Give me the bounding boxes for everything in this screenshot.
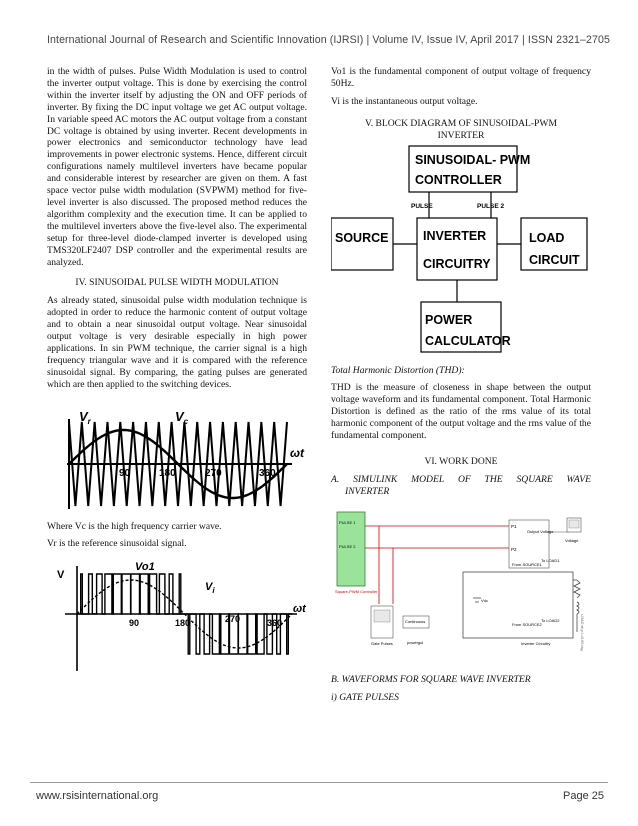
sim-pulse2: PULSE 2 (339, 543, 356, 549)
right-column (331, 66, 591, 710)
sim-powergui: powergui (407, 639, 424, 645)
wt-label: ωt (293, 603, 306, 616)
tick-180: 180 (159, 467, 176, 479)
vc-sub: c (183, 416, 189, 426)
sim-fromsrc2: From SOURCE2 (512, 621, 542, 627)
controller-label-2: CONTROLLER (415, 172, 502, 187)
vi-label: V (205, 581, 213, 594)
journal-header: International Journal of Research and Scientific Innovation (IJRSI) | Volume IV, Issue IV, April 2017 | ISSN 2321–2705 (46, 34, 610, 46)
tick-90: 90 (119, 467, 131, 479)
sim-pulse1: PULSE 1 (339, 519, 356, 525)
page-number: Page 25 (563, 790, 604, 802)
vc-label: V (175, 408, 184, 424)
tick-270: 270 (205, 467, 222, 479)
power-label-1: POWER (425, 312, 473, 327)
svg-text:Vc (175, 409, 189, 426)
v-label: V (57, 569, 65, 582)
sim-cont: Continuous (405, 618, 426, 624)
sim-load: LOAD at p.f.=0.85 lag (580, 613, 584, 651)
vo1-label: Vo1 (135, 561, 155, 574)
load-label-1: LOAD (529, 230, 565, 245)
word: A. (331, 473, 340, 485)
subsection-a-heading (331, 474, 591, 486)
tick-360: 360 (259, 467, 276, 479)
wt-label: ωt (290, 445, 305, 460)
subsection-bi-heading: i) GATE PULSES (331, 691, 399, 703)
subsection-b-heading: B. WAVEFORMS FOR SQUARE WAVE INVERTER (331, 673, 531, 685)
controller-label-1: SINUSOIDAL- PWM (415, 152, 531, 167)
word: OF (457, 473, 471, 485)
vr-sub: r (87, 416, 91, 426)
left-column (47, 66, 307, 676)
word: WAVE (566, 473, 591, 485)
inverter-label-2: CIRCUITRY (423, 256, 491, 271)
tick-270: 270 (225, 614, 241, 625)
section-heading: V. BLOCK DIAGRAM OF SINUSOIDAL-PWM (365, 117, 557, 129)
body-paragraph: Vi is the instantaneous output voltage. (331, 95, 478, 107)
body-paragraph: As already stated, sinusoidal pulse width modulation technique is adopted in order to reduce the harmonic content of output voltage and to obtain a near sinusoidal output voltage. Near sinusoidal output voltage is very desirable especially in high power applications. In sin PWM technique, the carrier signal is a high frequency triangular wave and it is compared with the reference sinusoidal signal. By comparing, the gating pulses are generated which are then applied to the switching devices. (47, 295, 307, 390)
sim-outv: Output Voltage (527, 528, 554, 534)
pwm-output-figure (47, 556, 307, 676)
tick-360: 360 (267, 618, 283, 629)
word: SQUARE (516, 473, 553, 485)
section-heading: VI. WORK DONE (424, 455, 498, 467)
power-label-2: CALCULATOR (425, 333, 511, 348)
svg-text:Vi (205, 581, 215, 595)
sim-p1: P1 (511, 523, 517, 529)
section-heading-cont: INVERTER (437, 129, 485, 141)
simulink-model (331, 502, 591, 664)
pulse2-label: PULSE 2 (477, 202, 505, 210)
tick-90: 90 (129, 618, 140, 629)
spwm-carrier-figure (47, 399, 307, 519)
vr-label: V (79, 408, 88, 424)
footer-rule (30, 782, 608, 783)
inverter-label-1: INVERTER (423, 228, 487, 243)
body-paragraph: THD is the measure of closeness in shape between the output voltage waveform and its fundamental component. Total Harmonic Distortion is defined as the ratio of the rms value of its total harmonic component of the output voltage and the rms value of the fundamental component. (331, 382, 591, 442)
body-paragraph: Vo1 is the fundamental component of output voltage of frequency 50Hz. (331, 66, 591, 89)
sim-toload2: To LOAD2 (541, 617, 560, 623)
sim-voltage: Voltage (565, 537, 579, 543)
svg-text:Vr (79, 409, 92, 426)
sim-fromsrc1: From SOURCE1 (512, 561, 542, 567)
sim-toload1: To LOAD1 (541, 557, 560, 563)
body-paragraph: Where Vc is the high frequency carrier wave. (47, 520, 222, 532)
word: THE (484, 473, 503, 485)
subsection-a-heading-cont: INVERTER (345, 485, 390, 497)
source-label: SOURCE (335, 230, 389, 245)
page-footer (30, 790, 608, 810)
load-label-2: CIRCUIT (529, 252, 580, 267)
sim-gate: Gate Pulses (371, 640, 393, 646)
sim-p2: P2 (511, 546, 517, 552)
body-paragraph: Vr is the reference sinusoidal signal. (47, 538, 187, 550)
vi-sub: i (212, 586, 215, 596)
sim-invc: Inverter Circuitry (521, 640, 551, 646)
thd-title: Total Harmonic Distortion (THD): (331, 364, 465, 376)
footer-url[interactable]: www.rsisinternational.org (36, 790, 159, 802)
word: MODEL (411, 473, 445, 485)
sim-ctrl-label: Square-PWM Controller (335, 588, 378, 594)
block-diagram (331, 144, 591, 359)
tick-180: 180 (175, 618, 191, 629)
sim-vdc: Vdc (481, 597, 488, 603)
section-heading: IV. SINUSOIDAL PULSE WIDTH MODULATION (75, 277, 279, 289)
body-paragraph: in the width of pulses. Pulse Width Modulation is used to control the inverter output voltage. This is done by exercising the control within the inverter itself by adjusting the ON and OFF periods of inverter. By fixing the DC input voltage we get AC output voltage. In variable speed AC motors the AC output voltage from a constant DC voltage is obtained by using inverter. Recent developments in power electronics and semiconductor technology have lead improvements in power electronic systems. Hence, different circuit configurations namely multilevel inverters have became popular and considerable interest by researcher are given on them. A fast space vector pulse width modulation (SVPWM) method for five-level inverter is also discussed. The proposed method reduces the algorithm complexity and the execution time. It can be applied to the multilevel inverters above the five-level also. The experimental setup for three-level diode-clamped inverter is developed using TMS320LF2407 DSP controller and the experimental results are analyzed. (47, 66, 307, 268)
pulse-label: PULSE (411, 202, 433, 210)
word: SIMULINK (353, 473, 398, 485)
